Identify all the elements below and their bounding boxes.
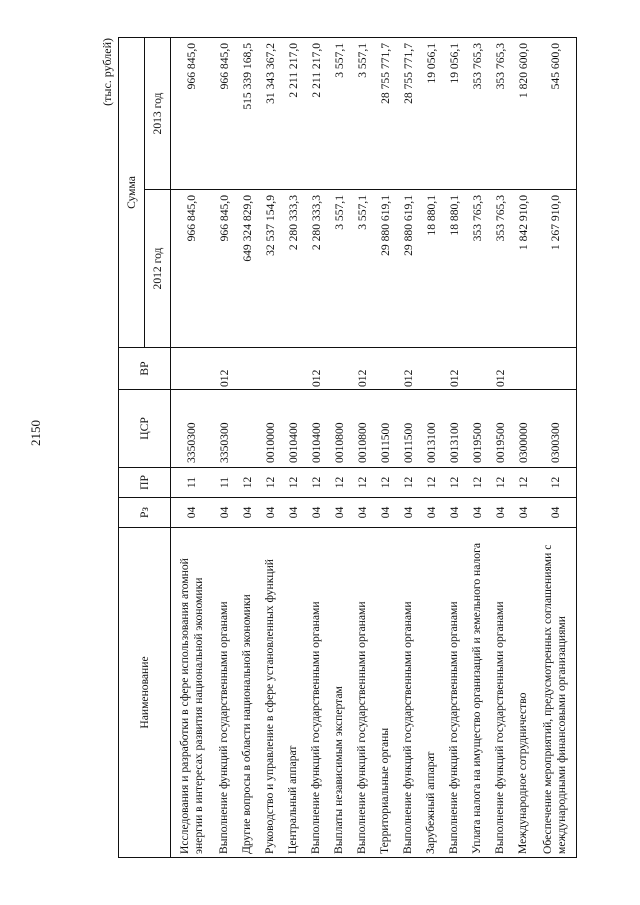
row-sum-2013: 3 557,1 <box>328 37 351 189</box>
header-csr: ЦСР <box>119 390 171 468</box>
row-pr: 12 <box>397 468 420 498</box>
row-csr: 0300000 <box>512 390 535 468</box>
row-csr: 0010800 <box>328 390 351 468</box>
row-rz: 04 <box>305 498 328 528</box>
row-sum-2013: 28 755 771,7 <box>374 37 397 189</box>
table-row <box>259 37 282 857</box>
row-rz: 04 <box>535 498 577 528</box>
row-name: Уплата налога на имущество организаций и земельного налога <box>466 528 489 858</box>
page-number: 2150 <box>28 420 43 446</box>
row-name: Зарубежный аппарат <box>420 528 443 858</box>
row-rz: 04 <box>443 498 466 528</box>
row-rz: 04 <box>259 498 282 528</box>
row-rz: 04 <box>512 498 535 528</box>
row-sum-2013: 2 211 217,0 <box>305 37 328 189</box>
row-sum-2013: 28 755 771,7 <box>397 37 420 189</box>
header-year-2012: 2012 год <box>145 190 171 348</box>
table-row <box>305 37 328 857</box>
row-csr <box>236 390 259 468</box>
row-csr: 0011500 <box>374 390 397 468</box>
row-sum-2012: 2 280 333,3 <box>282 190 305 348</box>
row-pr: 12 <box>420 468 443 498</box>
row-sum-2012: 29 880 619,1 <box>397 190 420 348</box>
row-name: Территориальные органы <box>374 528 397 858</box>
table-row <box>213 37 236 857</box>
row-rz: 04 <box>420 498 443 528</box>
row-sum-2013: 2 211 217,0 <box>282 37 305 189</box>
row-sum-2013: 19 056,1 <box>443 37 466 189</box>
row-vr: 012 <box>305 348 328 390</box>
row-csr: 0019500 <box>466 390 489 468</box>
row-vr <box>466 348 489 390</box>
row-sum-2012: 18 880,1 <box>420 190 443 348</box>
row-name: Выполнение функций государственными органами <box>489 528 512 858</box>
table-row <box>282 37 305 857</box>
row-name: Выполнение функций государственными органами <box>397 528 420 858</box>
rotated-page-content <box>96 38 569 858</box>
row-sum-2012: 353 765,3 <box>489 190 512 348</box>
budget-table <box>118 37 577 858</box>
row-name: Выполнение функций государственными органами <box>305 528 328 858</box>
row-csr: 0013100 <box>420 390 443 468</box>
row-pr: 12 <box>374 468 397 498</box>
row-rz: 04 <box>282 498 305 528</box>
header-year-2013: 2013 год <box>145 37 171 189</box>
row-sum-2013: 3 557,1 <box>351 37 374 189</box>
row-sum-2012: 2 280 333,3 <box>305 190 328 348</box>
row-sum-2013: 966 845,0 <box>171 37 213 189</box>
row-pr: 12 <box>443 468 466 498</box>
row-name: Обеспечение мероприятий, предусмотренных соглашениями с международными финансовыми организациями <box>535 528 577 858</box>
row-pr: 11 <box>213 468 236 498</box>
row-rz: 04 <box>171 498 213 528</box>
header-rz: Рз <box>119 498 171 528</box>
row-sum-2013: 353 765,3 <box>466 37 489 189</box>
row-csr: 0010000 <box>259 390 282 468</box>
row-vr <box>535 348 577 390</box>
row-rz: 04 <box>374 498 397 528</box>
row-vr <box>171 348 213 390</box>
row-pr: 12 <box>535 468 577 498</box>
row-vr: 012 <box>351 348 374 390</box>
row-rz: 04 <box>351 498 374 528</box>
units-note: (тыс. рублей) <box>100 38 114 106</box>
row-name: Центральный аппарат <box>282 528 305 858</box>
row-vr <box>328 348 351 390</box>
row-sum-2013: 31 343 367,2 <box>259 37 282 189</box>
row-sum-2012: 1 842 910,0 <box>512 190 535 348</box>
row-sum-2012: 966 845,0 <box>171 190 213 348</box>
row-csr: 3350300 <box>171 390 213 468</box>
table-row <box>328 37 351 857</box>
row-pr: 12 <box>305 468 328 498</box>
row-vr <box>374 348 397 390</box>
row-sum-2012: 3 557,1 <box>351 190 374 348</box>
table-row <box>512 37 535 857</box>
row-vr: 012 <box>397 348 420 390</box>
row-name: Исследования и разработки в сфере использования атомной энергии в интересах развития национальной экономики <box>171 528 213 858</box>
row-csr: 0010400 <box>305 390 328 468</box>
row-csr: 0019500 <box>489 390 512 468</box>
row-sum-2012: 3 557,1 <box>328 190 351 348</box>
row-name: Выплаты независимым экспертам <box>328 528 351 858</box>
header-name: Наименование <box>119 528 171 858</box>
header-vr: ВР <box>119 348 171 390</box>
row-pr: 12 <box>466 468 489 498</box>
row-vr <box>420 348 443 390</box>
row-pr: 12 <box>489 468 512 498</box>
row-pr: 12 <box>512 468 535 498</box>
table-row <box>397 37 420 857</box>
row-sum-2013: 545 600,0 <box>535 37 577 189</box>
row-rz: 04 <box>489 498 512 528</box>
row-sum-2012: 966 845,0 <box>213 190 236 348</box>
row-csr: 0013100 <box>443 390 466 468</box>
row-sum-2012: 32 537 154,9 <box>259 190 282 348</box>
row-pr: 12 <box>282 468 305 498</box>
table-row <box>351 37 374 857</box>
row-sum-2013: 1 820 600,0 <box>512 37 535 189</box>
row-pr: 12 <box>351 468 374 498</box>
row-rz: 04 <box>213 498 236 528</box>
table-body <box>171 37 577 857</box>
row-vr <box>512 348 535 390</box>
row-vr <box>282 348 305 390</box>
table-row <box>443 37 466 857</box>
row-name: Выполнение функций государственными органами <box>213 528 236 858</box>
row-name: Международное сотрудничество <box>512 528 535 858</box>
row-name: Другие вопросы в области национальной экономики <box>236 528 259 858</box>
table-row <box>466 37 489 857</box>
row-sum-2012: 353 765,3 <box>466 190 489 348</box>
row-sum-2012: 649 324 829,0 <box>236 190 259 348</box>
row-rz: 04 <box>466 498 489 528</box>
row-rz: 04 <box>397 498 420 528</box>
header-sum: Сумма <box>119 37 145 347</box>
row-name: Выполнение функций государственными органами <box>351 528 374 858</box>
table-row <box>236 37 259 857</box>
row-name: Выполнение функций государственными органами <box>443 528 466 858</box>
row-vr <box>236 348 259 390</box>
row-sum-2012: 1 267 910,0 <box>535 190 577 348</box>
row-pr: 12 <box>236 468 259 498</box>
row-sum-2012: 18 880,1 <box>443 190 466 348</box>
table-row <box>535 37 577 857</box>
table-row <box>171 37 213 857</box>
table-row <box>489 37 512 857</box>
row-csr: 0010800 <box>351 390 374 468</box>
row-sum-2013: 515 339 168,5 <box>236 37 259 189</box>
row-sum-2013: 966 845,0 <box>213 37 236 189</box>
row-pr: 12 <box>328 468 351 498</box>
row-vr: 012 <box>489 348 512 390</box>
row-sum-2013: 353 765,3 <box>489 37 512 189</box>
row-pr: 12 <box>259 468 282 498</box>
row-sum-2013: 19 056,1 <box>420 37 443 189</box>
row-csr: 3350300 <box>213 390 236 468</box>
table-row <box>374 37 397 857</box>
row-vr: 012 <box>213 348 236 390</box>
row-csr: 0011500 <box>397 390 420 468</box>
row-rz: 04 <box>328 498 351 528</box>
row-rz: 04 <box>236 498 259 528</box>
row-vr: 012 <box>443 348 466 390</box>
row-csr: 0010400 <box>282 390 305 468</box>
header-pr: ПР <box>119 468 171 498</box>
row-vr <box>259 348 282 390</box>
row-sum-2012: 29 880 619,1 <box>374 190 397 348</box>
table-row <box>420 37 443 857</box>
row-pr: 11 <box>171 468 213 498</box>
row-csr: 0300300 <box>535 390 577 468</box>
row-name: Руководство и управление в сфере установленных функций <box>259 528 282 858</box>
